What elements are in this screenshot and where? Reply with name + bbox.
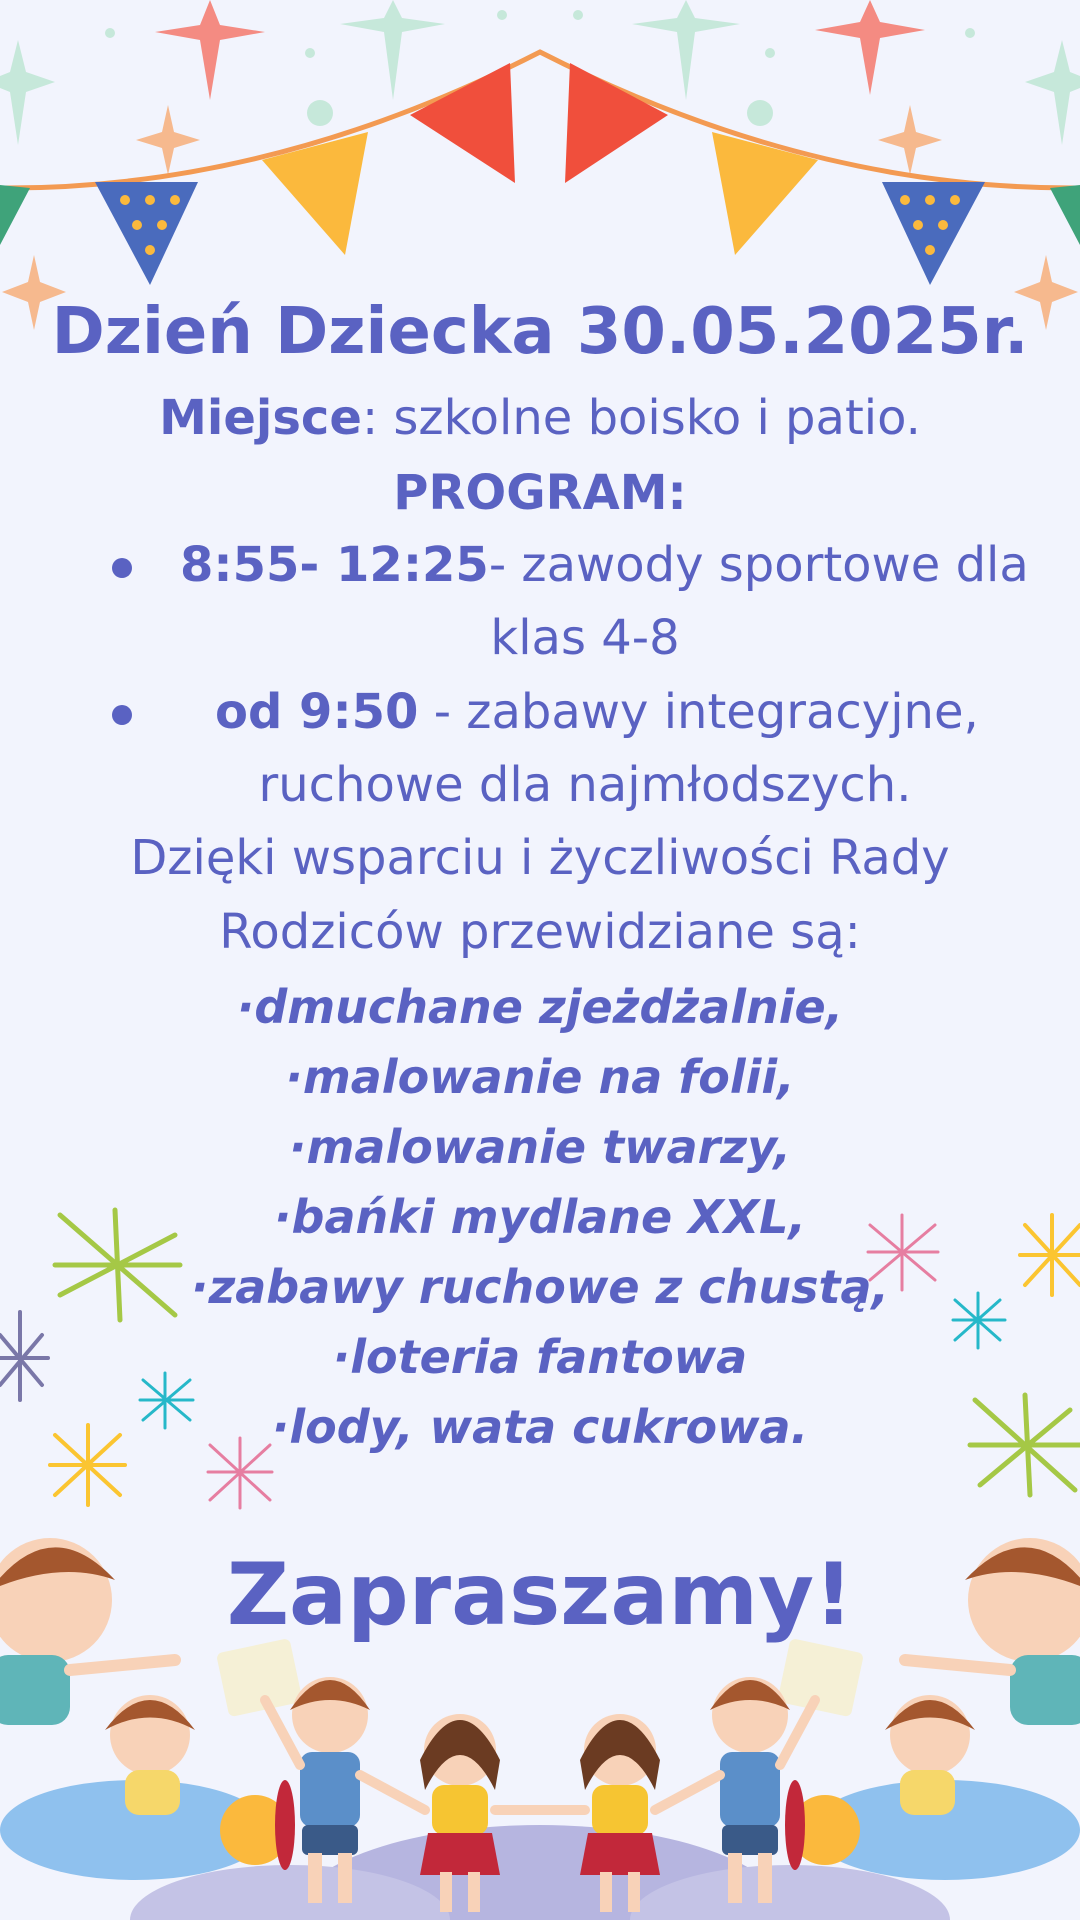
- attraction-item: ·loteria fantowa: [332, 1330, 748, 1384]
- program-item-2-cont: ruchowe dla najmłodszych.: [258, 757, 912, 813]
- place-label: Miejsce: [159, 390, 362, 446]
- program-heading: PROGRAM:: [393, 465, 687, 521]
- star-icon: [0, 0, 1080, 145]
- bunting-garland-icon: [0, 52, 1080, 285]
- attraction-item: ·dmuchane zjeżdżalnie,: [236, 980, 844, 1034]
- place-line: [0, 390, 1080, 446]
- program-text: - zabawy integracyjne,: [418, 684, 979, 740]
- program-item-2: [215, 684, 1075, 740]
- event-title: Dzień Dziecka 30.05.2025r.: [51, 295, 1029, 369]
- attraction-item: ·malowanie twarzy,: [289, 1120, 791, 1174]
- thanks-line-1: Dzięki wsparciu i życzliwości Rady: [130, 830, 950, 886]
- attraction-item: ·bańki mydlane XXL,: [274, 1190, 806, 1244]
- bullet-icon: [112, 558, 132, 578]
- invite-text: Zapraszamy!: [226, 1545, 854, 1645]
- attraction-item: ·lody, wata cukrowa.: [271, 1400, 809, 1454]
- bullet-icon: [112, 705, 132, 725]
- program-item-1: [180, 537, 1040, 593]
- thanks-line-2: Rodziców przewidziane są:: [219, 904, 861, 960]
- program-item-1-cont: klas 4-8: [490, 610, 680, 666]
- program-time: od 9:50: [215, 684, 419, 740]
- place-text: : szkolne boisko i patio.: [361, 390, 921, 446]
- program-text: - zawody sportowe dla: [488, 537, 1029, 593]
- attraction-item: ·malowanie na folii,: [285, 1050, 795, 1104]
- program-time: 8:55- 12:25: [180, 537, 489, 593]
- attraction-item: ·zabawy ruchowe z chustą,: [191, 1260, 889, 1314]
